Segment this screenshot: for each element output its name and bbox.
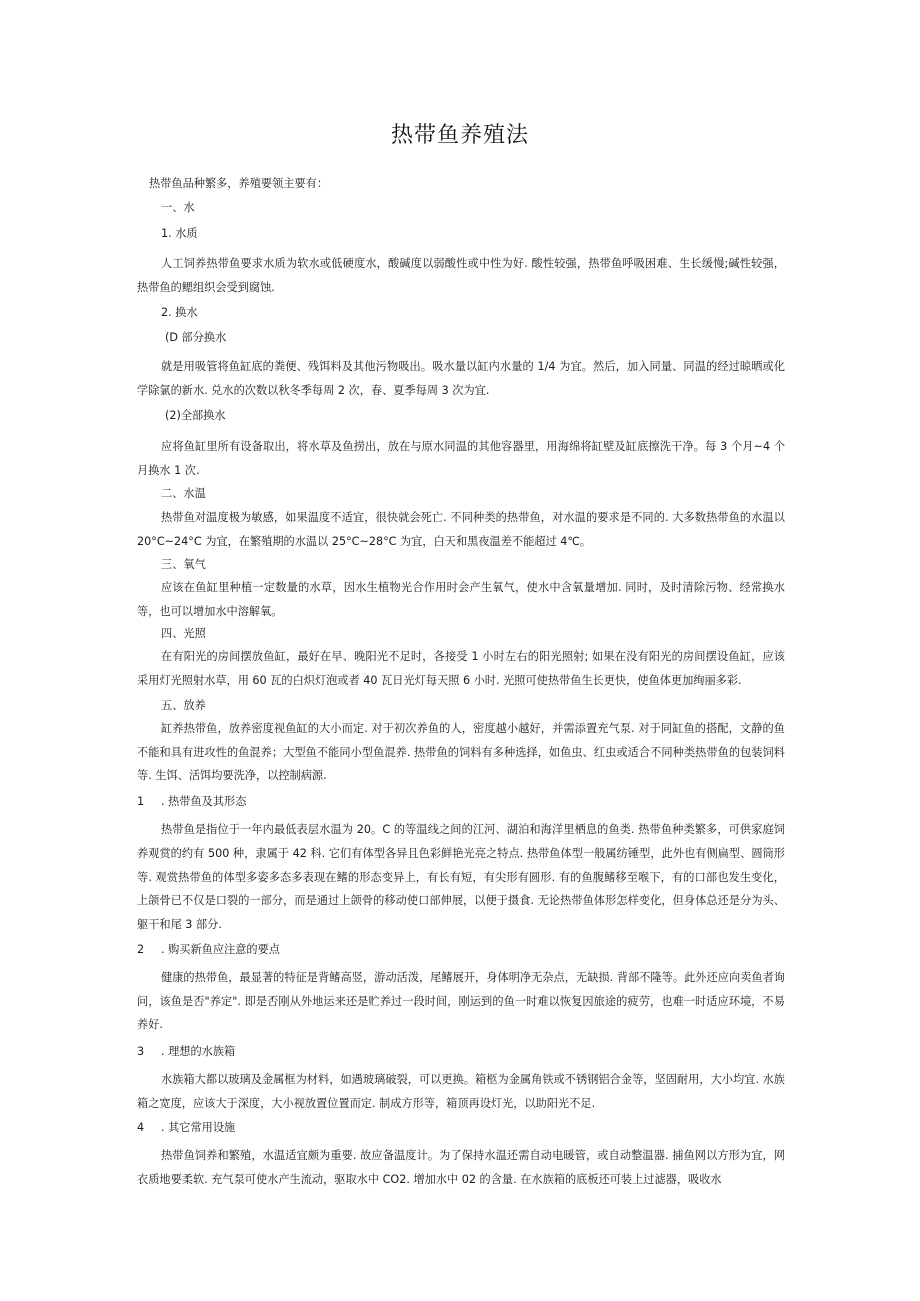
document-title: 热带鱼养殖法 (390, 123, 529, 148)
intro-line: 热带鱼品种繁多，养殖要领主要有： (149, 177, 329, 190)
section-2-heading (137, 942, 280, 958)
heading-full-change: (2)全部换水 (165, 409, 226, 422)
heading-change-water: 2. 换水 (161, 306, 198, 319)
heading-stocking: 五、放养 (161, 699, 206, 712)
paragraph-full-change: 应将鱼缸里所有设备取出，将水草及鱼捞出，放在与原水同温的其他容器里，用海绵将缸壁及缸底擦洗干净。每 3 个月~4 个月换水 1 次. (137, 440, 786, 477)
paragraph-partial-change: 就是用吸管将鱼缸底的粪便、残饵料及其他污物吸出。吸水量以缸内水量的 1/4 为宜。然后，加入同量、同温的经过晾晒或化学除氯的新水. 兑水的次数以秋冬季每周 2 次，春、夏季每周 3 次为宜. (137, 360, 785, 397)
section-1-heading (137, 794, 246, 810)
section-1-title: . 热带鱼及其形态 (161, 795, 247, 808)
paragraph-light: 在有阳光的房间摆放鱼缸，最好在早、晚阳光不足时，各接受 1 小时左右的阳光照射; 如果在没有阳光的房间摆设鱼缸，应该采用灯光照射水草，用 60 瓦的白炽灯泡或者 40 瓦日光灯每天照 6 小时. 光照可使热带鱼生长更快，使鱼体更加绚丽多彩. (137, 650, 785, 687)
section-3-number: 3 (137, 1045, 145, 1058)
paragraph-water-quality: 人工饲养热带鱼要求水质为软水或低硬度水，酸碱度以弱酸性或中性为好. 酸性较强，热带鱼呼吸困难、生长缓慢;碱性较强，热带鱼的鳃组织会受到腐蚀. (137, 257, 785, 294)
section-4-number: 4 (137, 1121, 145, 1134)
section-2-title: . 购买新鱼应注意的要点 (161, 943, 280, 956)
section-2-number: 2 (137, 943, 145, 956)
heading-water-quality: 1. 水质 (161, 227, 198, 240)
paragraph-stocking: 缸养热带鱼，放养密度视鱼缸的大小而定. 对于初次养鱼的人，密度越小越好，并需添置充气泵. 对于同缸鱼的搭配，文静的鱼不能和具有进攻性的鱼混养；大型鱼不能同小型鱼混养. 热带鱼的饲料有多种选择，如鱼虫、红虫或适合不同种类热带鱼的包装饲料等. 生饵、活饵均要洗净，以控制病源. (137, 722, 785, 783)
section-3-title: . 理想的水族箱 (161, 1045, 236, 1058)
section-2-body: 健康的热带鱼，最显著的特征是背鳍高竖，游动活泼，尾鳍展开，身体明净无杂点，无缺损. 背部不隆等。此外还应向卖鱼者询问，该鱼是否"养定". 即是否刚从外地运来还是贮养过一段时间，刚运到的鱼一时难以恢复因旅途的疲劳，也难一时适应环境，不易养好. (137, 971, 785, 1032)
section-4-heading (137, 1120, 235, 1136)
section-1-number: 1 (137, 795, 145, 808)
paragraph-oxygen: 应该在鱼缸里种植一定数量的水草，因水生植物光合作用时会产生氧气，使水中含氧量增加. 同时，及时清除污物、经常换水等，也可以增加水中溶解氧。 (137, 581, 785, 618)
heading-temperature: 二、水温 (161, 487, 206, 500)
section-4-body: 热带鱼饲养和繁殖，水温适宜颇为重要. 故应备温度计。为了保持水温还需自动电暖管，或自动整温器. 捕鱼网以方形为宜，网衣质地要柔软. 充气泵可使水产生流动，驱取水中 CO2. 增加水中 02 的含量. 在水族箱的底板还可装上过滤器，吸收水 (137, 1149, 785, 1186)
section-1-body: 热带鱼是指位于一年内最低表层水温为 20。C 的等温线之间的江河、湖泊和海洋里栖息的鱼类. 热带鱼种类繁多，可供家庭饲养观赏的约有 500 种，隶属于 42 科. 它们有体型各异且色彩鲜艳光亮之特点. 热带鱼体型一般属纺锤型，此外也有侧扁型、圆筒形等. 观赏热带鱼的体型多姿多态多表现在鳍的形态变异上，有长有短，有尖形有圆形. 有的鱼腹鳍移至喉下，有的口部也发生变化，上颌骨已不仅是口裂的一部分，而是通过上颌骨的移动使口部伸展，以便于摄食. 无论热带鱼体形怎样变化，但身体总还是分为头、躯干和尾 3 部分. (137, 823, 785, 932)
heading-water: 一、水 (161, 201, 195, 214)
section-3-heading (137, 1044, 235, 1060)
section-3-body: 水族箱大都以玻璃及金属框为材料，如遇玻璃破裂，可以更换。箱柩为金属角铁或不锈钢铝合金等，坚固耐用，大小均宜. 水族箱之宽度，应该大于深度，大小视放置位置而定. 制成方形等，箱顶再设灯光，以助阳光不足. (137, 1073, 785, 1110)
section-4-title: . 其它常用设施 (161, 1121, 236, 1134)
heading-partial-change: (D 部分换水 (165, 331, 227, 344)
paragraph-temperature: 热带鱼对温度极为敏感，如果温度不适宜，很快就会死亡. 不同种类的热带鱼，对水温的要求是不同的. 大多数热带鱼的水温以 20°C~24°C 为宜，在繁殖期的水温以 25°C~28°C 为宜，白天和黑夜温差不能超过 4℃。 (137, 511, 785, 548)
heading-oxygen: 三、氧气 (161, 558, 206, 571)
heading-light: 四、光照 (161, 627, 206, 640)
